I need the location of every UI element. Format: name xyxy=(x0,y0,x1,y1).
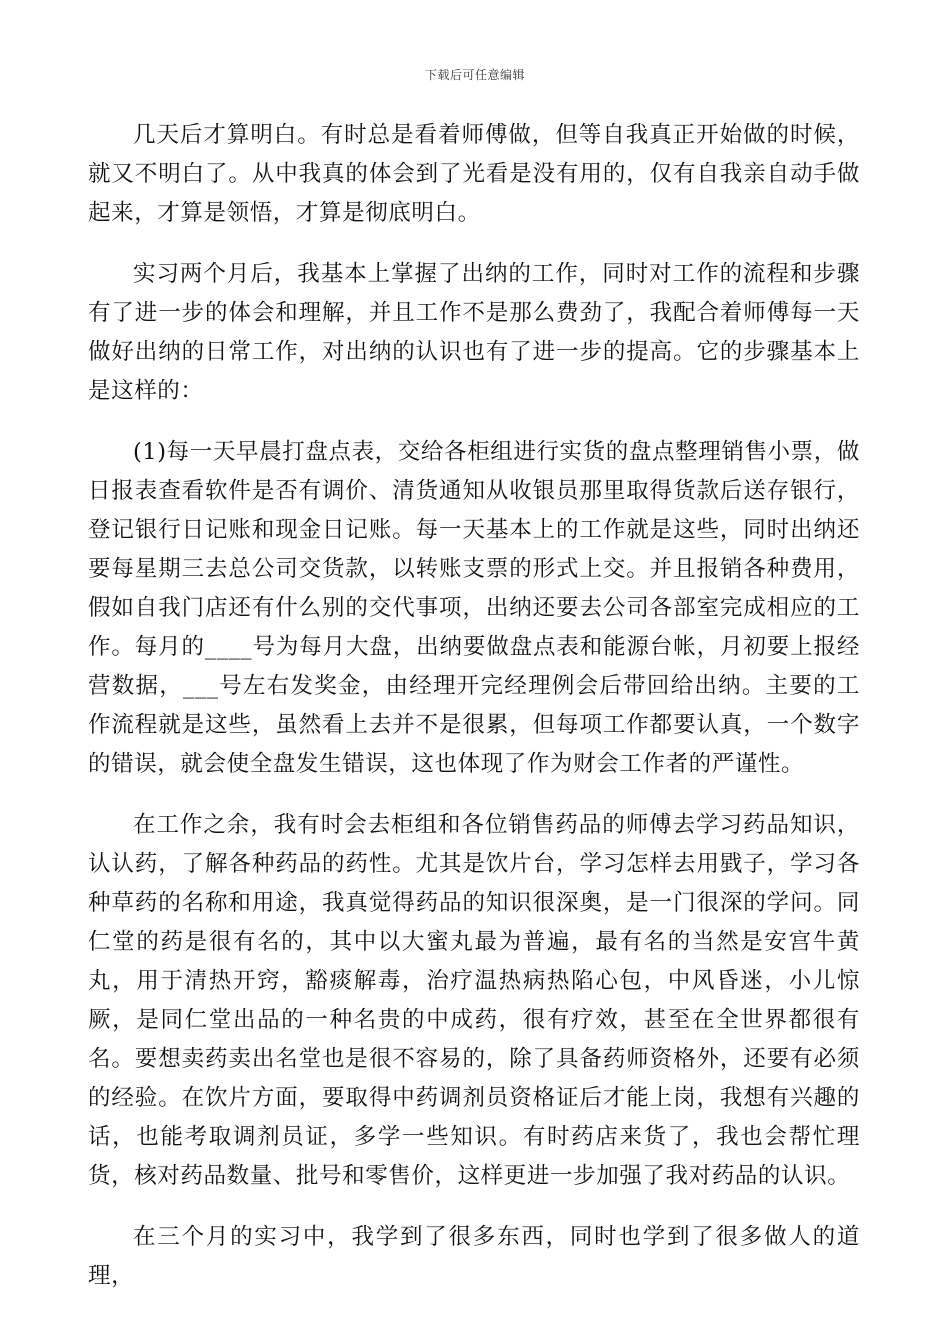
paragraph-three-months: 在三个月的实习中，我学到了很多东西，同时也学到了很多做人的道理， xyxy=(88,1224,860,1289)
page-header: 下载后可任意编辑 xyxy=(424,68,525,82)
paragraph-continuation: 几天后才算明白。有时总是看着师傅做，但等自我真正开始做的时候，就又不明白了。从中我真的体会到了光看是没有用的，仅有自我亲自动手做起来，才算是领悟，才算是彻底明白。 xyxy=(88,122,860,226)
paragraph-medicine-knowledge: 在工作之余，我有时会去柜组和各位销售药品的师傅去学习药品知识，认认药，了解各种药品的药性。尤其是饮片台，学习怎样去用戥子，学习各种草药的名称和用途，我真觉得药品的知识很深奥，是一门很深的学问。同仁堂的药是很有名的，其中以大蜜丸最为普遍，最有名的当然是安宫牛黄丸，用于清热开窍，豁痰解毒，治疗温热病热陷心包，中风昏迷，小儿惊厥，是同仁堂出品的一种名贵的中成药，很有疗效，甚至在全世界都很有名。要想卖药卖出名堂也是很不容易的，除了具备药师资格外，还要有必须的经验。在饮片方面，要取得中药调剂员资格证后才能上岗，我想有兴趣的话，也能考取调剂员证，多学一些知识。有时药店来货了，我也会帮忙理货，核对药品数量、批号和零售价，这样更进一步加强了我对药品的认识。 xyxy=(88,812,860,1189)
document-body xyxy=(88,116,860,1296)
paragraph-daily-steps: (1)每一天早晨打盘点表，交给各柜组进行实货的盘点整理销售小票，做日报表查看软件是否有调价、清货通知从收银员那里取得货款后送存银行，登记银行日记账和现金日记账。每一天基本上的工作就是这些，同时出纳还要每星期三去总公司交货款，以转账支票的形式上交。并且报销各种费用，假如自我门店还有什么别的交代事项，出纳还要去公司各部室完成相应的工作。每月的____号为每月大盘，出纳要做盘点表和能源台帐，月初要上报经营数据，___号左右发奖金，由经理开完经理例会后带回给出纳。主要的工作流程就是这些，虽然看上去并不是很累，但每项工作都要认真，一个数字的错误，就会使全盘发生错误，这也体现了作为财会工作者的严谨性。 xyxy=(88,439,860,777)
paragraph-two-months: 实习两个月后，我基本上掌握了出纳的工作，同时对工作的流程和步骤有了进一步的体会和理解，并且工作不是那么费劲了，我配合着师傅每一天做好出纳的日常工作，对出纳的认识也有了进一步的提高。它的步骤基本上是这样的： xyxy=(88,261,860,404)
